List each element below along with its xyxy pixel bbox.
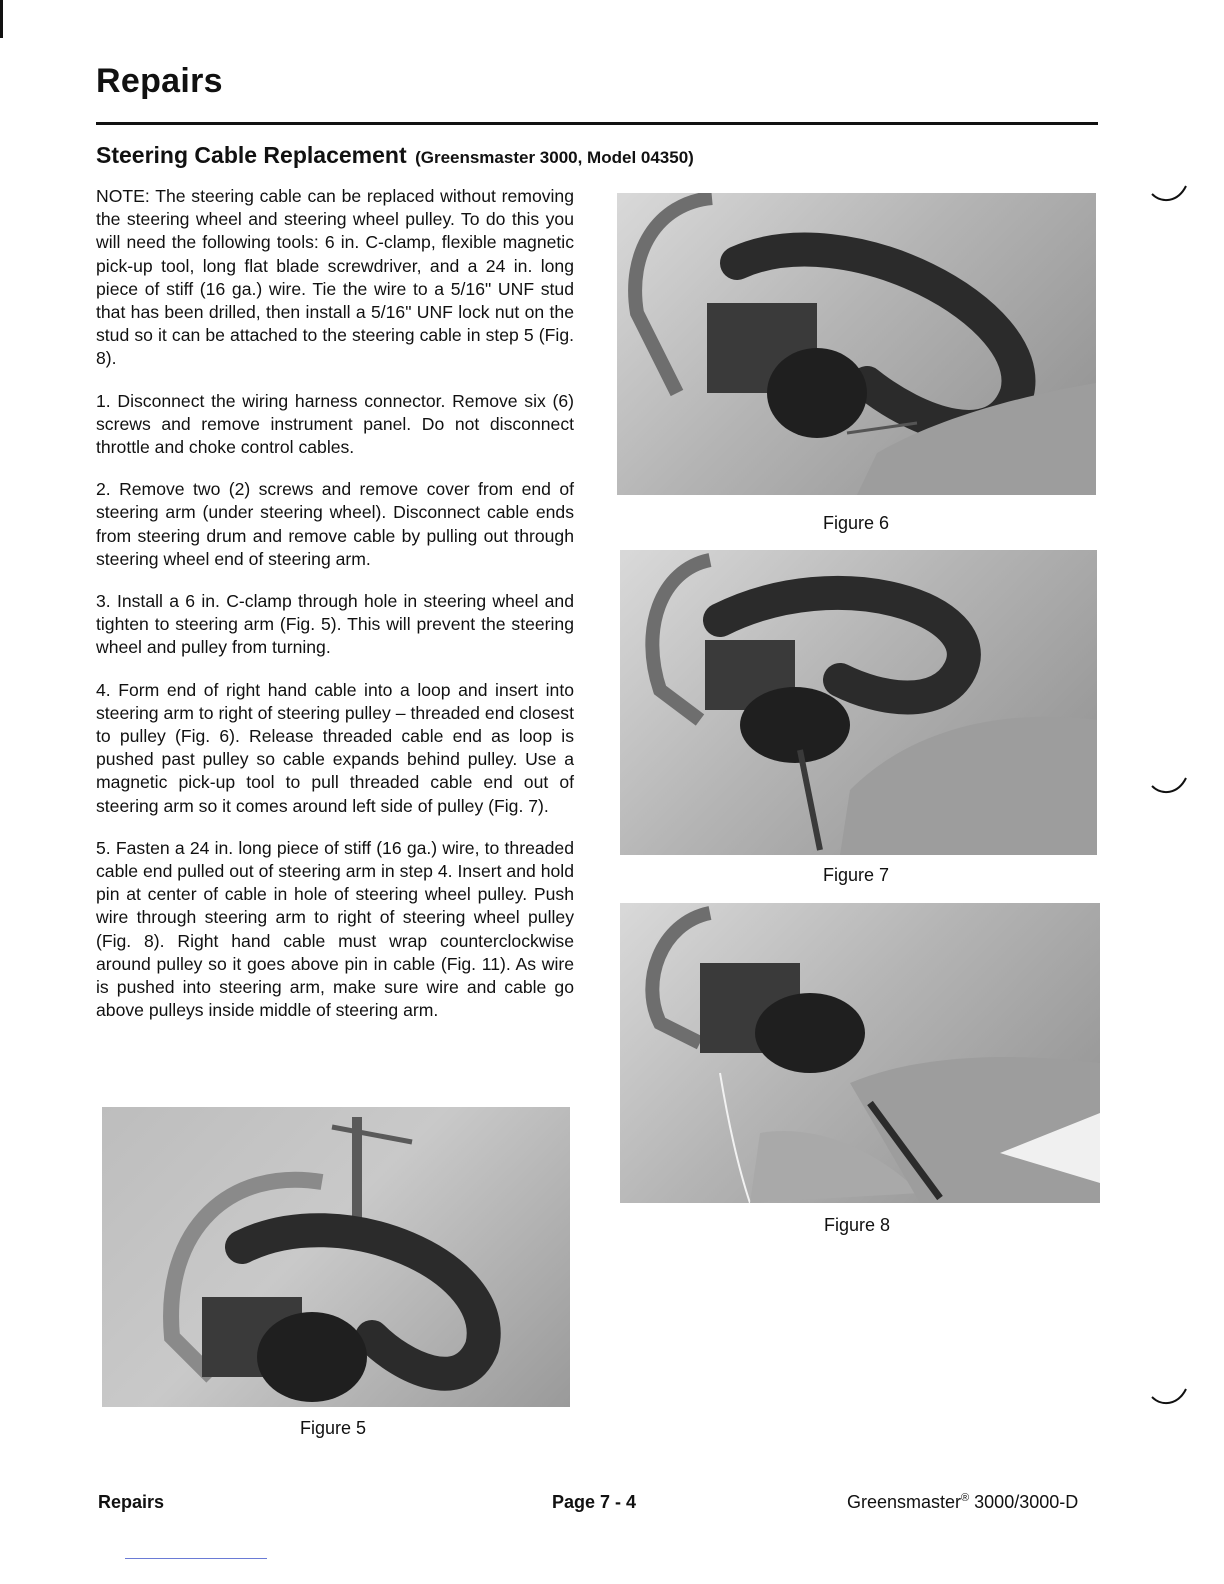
figure-7-caption: Figure 7	[823, 865, 890, 885]
margin-binder-mark	[1150, 180, 1190, 206]
figure-8-caption: Figure 8	[824, 1215, 891, 1235]
figure-5-caption: Figure 5	[300, 1418, 367, 1438]
footer-model: 3000/3000-D	[969, 1492, 1079, 1512]
step-2: 2. Remove two (2) screws and remove cover from end of steering arm (under steering wheel). Disconnect cable ends from steering drum and remove cable by pulling out through steering wheel end of steering arm.	[96, 479, 574, 569]
section-heading	[96, 142, 694, 169]
figure-8	[620, 903, 1100, 1235]
scan-edge-mark	[0, 0, 3, 38]
title-rule	[96, 122, 1098, 125]
footer-product-name	[847, 1492, 1078, 1513]
figure-5-photo	[102, 1107, 570, 1407]
instructions-column	[96, 185, 574, 1042]
step-1: 1. Disconnect the wiring harness connector. Remove six (6) screws and remove instrument panel. Do not disconnect throttle and choke control cables.	[96, 390, 574, 458]
footer-page-number: Page 7 - 4	[552, 1492, 637, 1512]
figure-6-photo	[617, 193, 1096, 495]
registered-mark: ®	[961, 1492, 970, 1504]
bottom-scan-line	[125, 1558, 267, 1559]
step-4: 4. Form end of right hand cable into a loop and insert into steering arm to right of steering pulley – threaded end closest to pulley (Fig. 6). Release threaded cable end as loop is pushed past pulley so cable expands behind pulley. Use a magnetic pick-up tool to pull threaded cable end out of steering arm so it comes around left side of pulley (Fig. 7).	[96, 679, 574, 816]
figure-5	[102, 1107, 570, 1438]
footer-section-name: Repairs	[98, 1492, 165, 1512]
figure-7	[620, 550, 1097, 885]
figure-8-photo	[620, 903, 1100, 1203]
step-5: 5. Fasten a 24 in. long piece of stiff (16 ga.) wire, to threaded cable end pulled out of steering arm in step 4. Insert and hold pin at center of cable in hole of steering wheel pulley. Push wire through steering arm to right of steering wheel pulley (Fig. 8). Right hand cable must wrap counterclockwise around pulley so it goes above pin in cable (Fig. 11). As wire is pushed into steering arm, make sure wire and cable go above pulleys inside middle of steering arm.	[96, 837, 574, 1021]
figure-6	[617, 193, 1096, 533]
note-paragraph: NOTE: The steering cable can be replaced without removing the steering wheel and steering wheel pulley. To do this you will need the following tools: 6 in. C-clamp, flexible magnetic pick-up tool, long flat blade screwdriver, and a 24 in. long piece of stiff (16 ga.) wire. Tie the wire to a 5/16" UNF stud that has been drilled, then install a 5/16" UNF lock nut on the stud so it can be attached to the steering cable in step 5 (Fig. 8).	[96, 186, 574, 369]
margin-binder-mark	[1150, 1383, 1190, 1409]
step-3: 3. Install a 6 in. C-clamp through hole in steering wheel and tighten to steering arm (Fig. 5). This will prevent the steering wheel and pulley from turning.	[96, 591, 574, 658]
figure-6-caption: Figure 6	[823, 513, 890, 533]
footer-brand: Greensmaster	[847, 1492, 962, 1512]
margin-binder-mark	[1150, 772, 1190, 798]
section-heading-main: Steering Cable Replacement	[96, 142, 407, 168]
section-heading-sub: (Greensmaster 3000, Model 04350)	[415, 148, 694, 167]
figure-7-photo	[620, 550, 1097, 855]
page-title: Repairs	[96, 62, 223, 100]
